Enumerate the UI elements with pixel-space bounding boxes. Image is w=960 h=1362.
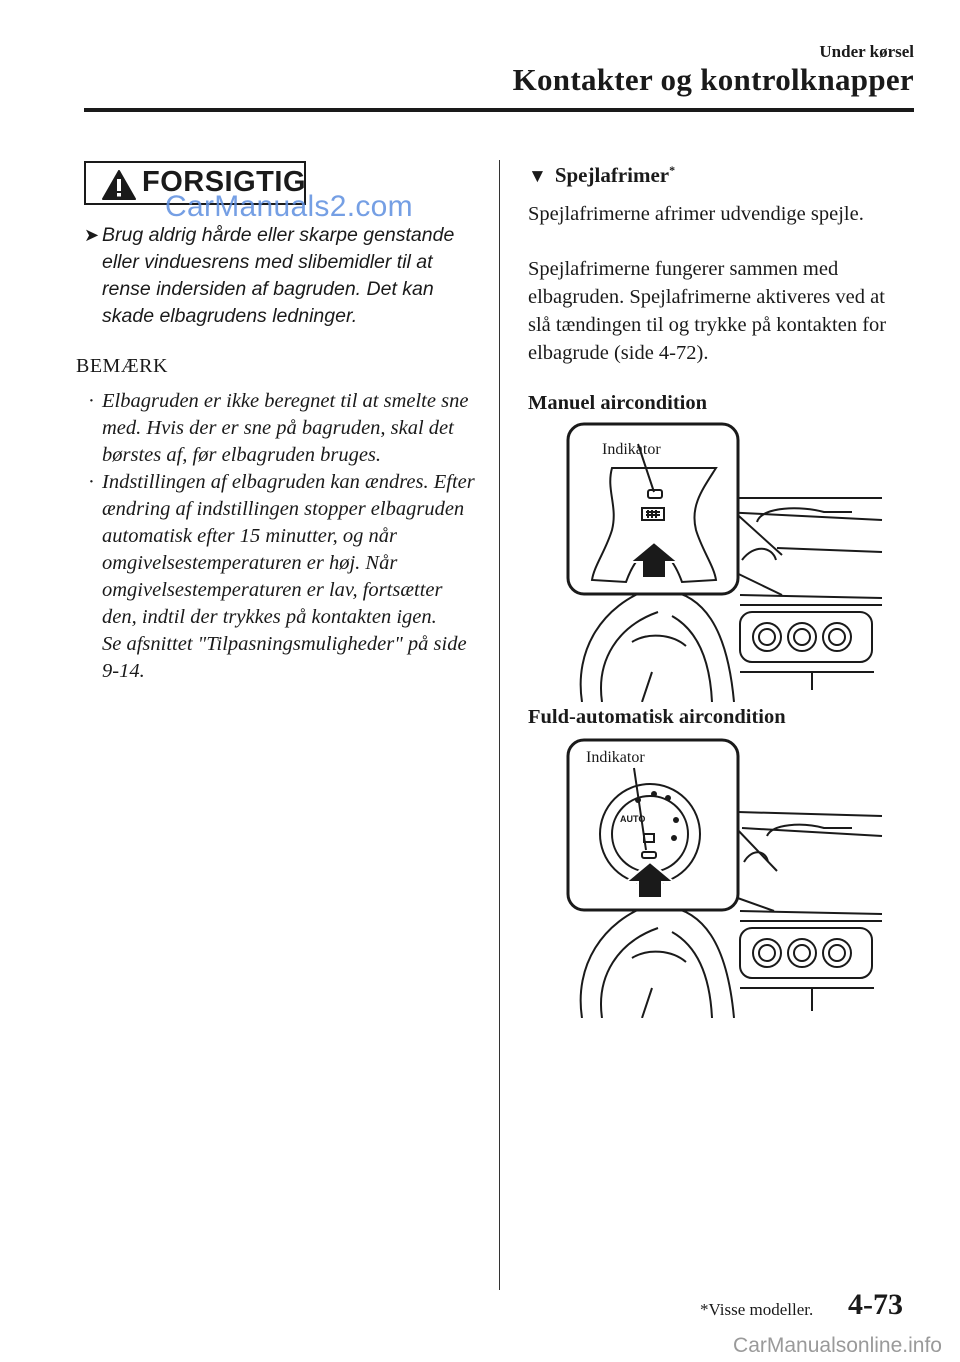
auto-label: AUTO xyxy=(620,814,646,824)
watermark-text: CarManuals2.com xyxy=(165,190,413,223)
paragraph-2: Spejlafrimerne fungerer sammen med elbagruden. Spejlafrimerne aktiveres ved at slå tændingen til og trykke på kontakten for elbagrude (side 4-72). xyxy=(528,258,887,364)
note-list xyxy=(84,388,476,685)
note-title: BEMÆRK xyxy=(76,355,168,377)
page-number: 4-73 xyxy=(848,1288,903,1321)
section-heading xyxy=(528,163,675,188)
bullet-icon: · xyxy=(88,471,95,493)
note-item xyxy=(84,469,476,631)
site-watermark: CarManualsonline.info xyxy=(733,1334,942,1357)
figure1-title: Manuel aircondition xyxy=(528,392,708,414)
caution-label: FORSIGTIG xyxy=(142,166,306,198)
paragraph-1: Spejlafrimerne afrimer udvendige spejle. xyxy=(528,203,864,225)
note-item xyxy=(84,631,476,685)
section-header: Under kørsel xyxy=(819,42,914,61)
footnote: *Visse modeller. xyxy=(700,1300,814,1319)
column-divider xyxy=(499,160,500,1290)
auto-aircon-illustration xyxy=(562,736,892,1018)
note-text: Elbagruden er ikke beregnet til at smelte sne med. Hvis der er sne på bagruden, skal det børstes af, før elbagruden bruges. xyxy=(102,390,469,466)
note-text: Indstillingen af elbagruden kan ændres. Efter ændring af indstillingen stopper elbagruden automatisk efter 15 minutter, og når omgivelsestemperaturen er høj. Når omgivelsestemperaturen er lav, fortsætter den, indtil der trykkes på kontakten igen. xyxy=(102,471,475,628)
indicator-label: Indikator xyxy=(586,749,645,766)
asterisk-mark: * xyxy=(669,163,676,177)
manual-aircon-illustration xyxy=(562,420,892,702)
chapter-title: Kontakter og kontrolknapper xyxy=(512,62,914,97)
caution-text: Brug aldrig hårde eller skarpe genstande eller vinduesrens med slibemidler til at rense indersiden af bagruden. Det kan skade elbagrudens ledninger. xyxy=(102,224,455,327)
note-item xyxy=(84,388,476,469)
warning-triangle-icon xyxy=(102,170,136,200)
header-rule xyxy=(84,108,914,112)
indicator-label: Indikator xyxy=(602,441,661,458)
bullet-icon: · xyxy=(88,390,95,412)
caution-item xyxy=(84,222,469,330)
figure2-title: Fuld-automatisk aircondition xyxy=(528,706,786,728)
arrow-bullet-icon: ➤ xyxy=(84,225,100,245)
triangle-bullet-icon: ▼ xyxy=(528,166,547,187)
note-text: Se afsnittet "Tilpasningsmuligheder" på side 9-14. xyxy=(102,633,467,682)
section-heading-text: Spejlafrimer xyxy=(554,163,670,187)
